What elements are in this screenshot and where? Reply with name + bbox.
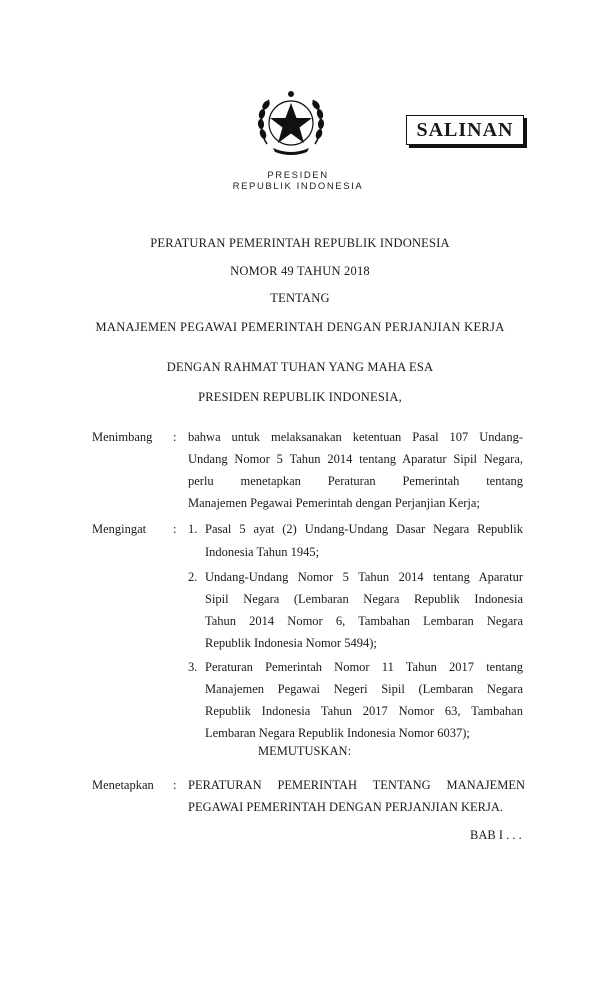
president-heading: PRESIDEN REPUBLIK INDONESIA, xyxy=(198,390,402,404)
mengingat-line: Manajemen Pegawai Negeri Sipil (Lembaran Negara xyxy=(205,682,523,696)
mengingat-line: Indonesia Tahun 1945; xyxy=(205,545,320,559)
menimbang-line: perlu menetapkan Peraturan Pemerintah tentang xyxy=(188,474,523,488)
mengingat-line: Republik Indonesia Nomor 5494); xyxy=(205,636,377,650)
regulation-number: NOMOR 49 TAHUN 2018 xyxy=(230,264,370,278)
tentang-label: TENTANG xyxy=(270,291,330,305)
republic-label: REPUBLIK INDONESIA xyxy=(232,181,364,192)
salinan-stamp: SALINAN xyxy=(406,115,524,145)
mengingat-colon: : xyxy=(173,522,177,536)
mengingat-line: Lembaran Negara Republik Indonesia Nomor 6037); xyxy=(205,726,470,740)
mengingat-line: Republik Indonesia Tahun 2017 Nomor 63, Tambahan xyxy=(205,704,523,718)
regulation-subject: MANAJEMEN PEGAWAI PEMERINTAH DENGAN PERJANJIAN KERJA xyxy=(95,320,505,334)
regulation-title: PERATURAN PEMERINTAH REPUBLIK INDONESIA xyxy=(150,236,450,250)
memutuskan-heading: MEMUTUSKAN: xyxy=(258,744,352,758)
menimbang-label: Menimbang xyxy=(92,430,153,444)
menimbang-line: Undang Nomor 5 Tahun 2014 tentang Aparatur Sipil Negara, xyxy=(188,452,523,466)
item-number: 3. xyxy=(188,660,198,674)
mengingat-line: Sipil Negara (Lembaran Negara Republik Indonesia xyxy=(205,592,523,606)
mengingat-line: Pasal 5 ayat (2) Undang-Undang Dasar Negara Republik xyxy=(205,522,523,536)
invocation: DENGAN RAHMAT TUHAN YANG MAHA ESA xyxy=(166,360,434,374)
mengingat-line: Undang-Undang Nomor 5 Tahun 2014 tentang Aparatur xyxy=(205,570,523,584)
menetapkan-line: PERATURAN PEMERINTAH TENTANG MANAJEMEN xyxy=(188,778,525,792)
item-number: 1. xyxy=(188,522,198,536)
menetapkan-label: Menetapkan xyxy=(92,778,154,792)
menetapkan-line: PEGAWAI PEMERINTAH DENGAN PERJANJIAN KERJA. xyxy=(188,800,504,814)
president-label: PRESIDEN xyxy=(267,170,329,181)
garuda-emblem-icon xyxy=(253,86,329,158)
menimbang-line: bahwa untuk melaksanakan ketentuan Pasal 107 Undang- xyxy=(188,430,523,444)
mengingat-label: Mengingat xyxy=(92,522,147,536)
mengingat-line: Tahun 2014 Nomor 6, Tambahan Lembaran Negara xyxy=(205,614,523,628)
menimbang-line: Manajemen Pegawai Pemerintah dengan Perjanjian Kerja; xyxy=(188,496,480,510)
next-page-marker: BAB I . . . xyxy=(470,828,522,842)
menimbang-colon: : xyxy=(173,430,177,444)
menetapkan-colon: : xyxy=(173,778,177,792)
mengingat-line: Peraturan Pemerintah Nomor 11 Tahun 2017 tentang xyxy=(205,660,523,674)
item-number: 2. xyxy=(188,570,198,584)
